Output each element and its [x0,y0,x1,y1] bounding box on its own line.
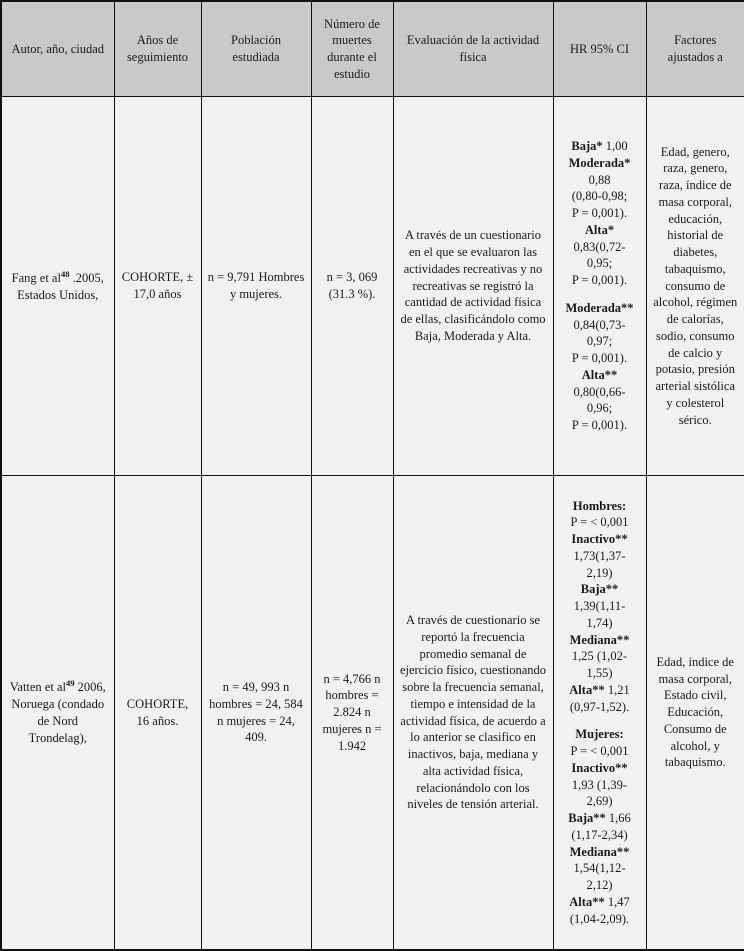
column-header-evaluacion: Evaluación de la actividad física [393,1,553,97]
hr-line [559,514,641,531]
hr-line [559,548,641,565]
hr-line [559,350,641,367]
hr-line [559,743,641,760]
hr-category-label: Alta* [584,222,615,237]
hr-category-label: Baja** [580,582,619,597]
hr-value: 2,69) [586,794,613,809]
hr-value: 1,55) [586,666,613,681]
hr-value: 0,96; [586,401,613,416]
cell-evaluacion: A través de cuestionario se reportó la frecuencia promedio semanal de ejercicio físico, cuestionando sobre la frecuencia semanal, tiempo e intensidad de la actividad física, de acuerdo a lo anterior se clasifico en inactivos, baja, mediana y alta actividad física, relacionándolo con los niveles de tensión arterial. [393,476,553,951]
hr-category-label: Mediana** [569,844,630,859]
hr-value: 1,21 [604,682,630,697]
hr-line [559,417,641,434]
hr-line [559,138,641,155]
hr-category-label: Moderada** [565,300,634,315]
cell-poblacion: n = 9,791 Hombres y mujeres. [201,97,311,476]
hr-value: 2,12) [586,878,613,893]
hr-line [559,615,641,632]
hr-line [559,810,641,827]
hr-line [559,665,641,682]
hr-line [559,300,641,317]
hr-value: P = 0,001). [571,351,628,366]
hr-line [559,894,641,911]
hr-category-label: Alta** [569,894,605,909]
column-header-muertes: Número de muertes durante el estudio [311,1,393,97]
hr-line [559,827,641,844]
hr-category-label: Moderada* [568,155,631,170]
hr-value: P = 0,001). [571,273,628,288]
hr-line [559,844,641,861]
table-header [1,1,744,97]
hr-value: (1,17-2,34) [571,827,628,842]
hr-line [559,367,641,384]
cell-muertes: n = 4,766 n hombres = 2.824 n mujeres n = 1.942 [311,476,393,951]
hr-value: 0,84(0,73- [573,317,626,332]
hr-category-label: Inactivo** [571,532,628,547]
hr-line [559,777,641,794]
hr-value: 0,97; [586,334,613,349]
header-row [1,1,744,97]
hr-value: 1,66 [605,811,631,826]
hr-line [559,272,641,289]
cell-autor [1,476,114,951]
hr-value: 0,88 [588,172,611,187]
hr-category-label: Mujeres: [575,727,624,742]
hr-value: 0,83(0,72- [573,239,626,254]
cell-evaluacion: A través de un cuestionario en el que se evaluaron las actividades recreativas y no recreativas se registró la cantidad de actividad física de ellas, clasificándolo como Baja, Moderada y Alta. [393,97,553,476]
hr-value: 1,73(1,37- [573,548,626,563]
cell-hr [553,476,646,951]
hr-line [559,222,641,239]
table-row [1,97,744,476]
hr-line [559,400,641,417]
hr-value: 1,54(1,12- [573,861,626,876]
hr-line [559,760,641,777]
hr-category-label: Baja** [568,811,606,826]
hr-line [559,598,641,615]
hr-category-label: Hombres: [572,498,627,513]
reference-superscript: 48 [60,268,70,279]
reference-superscript: 49 [65,678,75,689]
hr-line [559,699,641,716]
hr-line [559,911,641,928]
hr-category-label: Mediana** [569,632,630,647]
cell-autor [1,97,114,476]
hr-line-spacer [559,289,641,300]
hr-category-label: Alta** [569,682,605,697]
autor-rest: .2005, Estados Unidos, [17,270,104,302]
hr-category-label: Inactivo** [571,760,628,775]
hr-line [559,877,641,894]
autor-name: Fang et al [11,270,61,285]
hr-line [559,682,641,699]
table-row [1,476,744,951]
hr-line [559,648,641,665]
hr-line [559,317,641,334]
hr-line-spacer [559,715,641,726]
hr-line [559,793,641,810]
hr-line [559,255,641,272]
hr-line [559,205,641,222]
hr-value: (0,80-0,98; [571,189,628,204]
hr-value: (1,04-2,09). [569,911,630,926]
hr-line [559,860,641,877]
hr-value: 1,74) [586,615,613,630]
hr-category-label: Alta** [581,367,618,382]
hr-value: 1,47 [604,894,630,909]
hr-category-label: Baja* [571,139,603,154]
hr-line [559,581,641,598]
hr-value: 1,25 (1,02- [571,649,628,664]
hr-value: P = 0,001). [571,206,628,221]
hr-line [559,565,641,582]
hr-line [559,188,641,205]
autor-name: Vatten et al [9,680,66,695]
hr-line [559,384,641,401]
hr-value: 1,00 [602,139,628,154]
hr-line [559,726,641,743]
cell-factores: Edad, genero, raza, genero, raza, índice de masa corporal, educación, historial de diabetes, tabaquismo, consumo de alcohol, régimen de calorías, sodio, consumo de calcio y potasio, presión arterial sistólica y colesterol sérico. [646,97,744,476]
hr-value: 0,95; [586,256,613,271]
hr-value: 1,39(1,11- [573,599,626,614]
hr-value: 2,19) [586,565,613,580]
cell-poblacion: n = 49, 993 n hombres = 24, 584 n mujeres = 24, 409. [201,476,311,951]
cell-anios: COHORTE, ± 17,0 años [114,97,201,476]
hr-line [559,333,641,350]
cell-factores: Edad, índice de masa corporal, Estado civil, Educación, Consumo de alcohol, y tabaquismo. [646,476,744,951]
hr-line [559,632,641,649]
column-header-poblacion: Población estudiada [201,1,311,97]
column-header-hr: HR 95% CI [553,1,646,97]
hr-value: P = < 0,001 [570,744,629,759]
column-header-factores: Factores ajustados a [646,1,744,97]
autor-rest: 2006, Noruega (condado de Nord Trondelag), [11,680,106,745]
cell-hr [553,97,646,476]
table-body [1,97,744,951]
hr-line [559,498,641,515]
hr-value: (0,97-1,52). [569,699,630,714]
column-header-anios: Años de seguimiento [114,1,201,97]
hr-value: 1,93 (1,39- [571,777,628,792]
cell-anios: COHORTE, 16 años. [114,476,201,951]
hr-value: 0,80(0,66- [573,384,626,399]
hr-value: P = 0,001). [571,418,628,433]
cell-muertes: n = 3, 069 (31.3 %). [311,97,393,476]
column-header-autor: Autor, año, ciudad [1,1,114,97]
hr-line [559,531,641,548]
hr-line [559,172,641,189]
hr-value: P = < 0,001 [570,515,629,530]
hr-line [559,239,641,256]
hr-line [559,155,641,172]
